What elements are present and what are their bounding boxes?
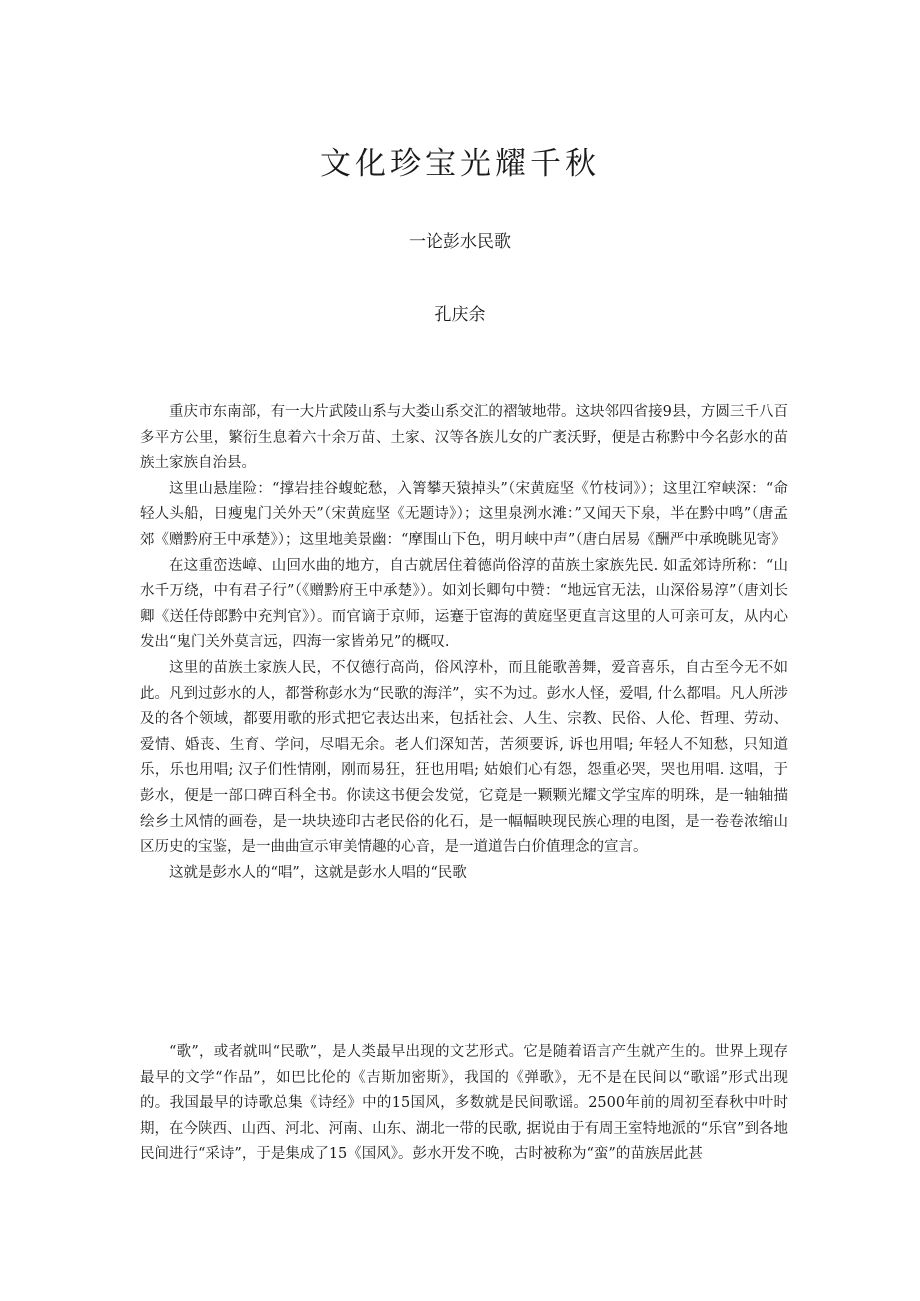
paragraph: 在这重峦迭嶂、山回水曲的地方，自古就居住着德尚俗淳的苗族土家族先民. 如孟郊诗所称：“山水千万绕，中有君子行”（《赠黔府王中承楚》）。如刘长卿句中赞：“地远官无法，山深俗易淳”（唐刘长卿《送任侍郎黔中充判官》）。而官谪于京师，运蹇于宦海的黄庭坚更直言这里的人可亲可友，从内心发出“鬼门关外莫言远，四海一家皆弟兄”的概叹. [140,557,789,651]
paragraph: 这里山悬崖险：“撑岩挂谷蝮蛇愁，入箐攀天猿掉头”（宋黄庭坚《竹枝词》）；这里江窄峡深：“命轻人头船，日瘦鬼门关外天”（宋黄庭坚《无题诗》）；这里泉洌水滩：”又闻天下泉，半在黔中鸣”（唐孟郊《赠黔府王中承楚》）；这里地美景幽：“摩围山下色，明月峡中声”（唐白居易《酬严中承晚眺见寄》 [140,480,788,548]
body-section-1 [140,400,788,886]
page-title: 文化珍宝光耀千秋 [320,146,600,182]
paragraph: 这里的苗族土家族人民，不仅德行高尚，俗风淳朴，而且能歌善舞，爱音喜乐，自古至今无不如此。凡到过彭水的人，都誉称彭水为“民歌的海洋”，实不为过。彭水人怪，爱唱, 什么都唱。凡人所涉及的各个领域，都要用歌的形式把它表达出来，包括社会、人生、宗教、民俗、人伦、哲理、劳动、爱情、婚丧、生育、学问，尽唱无余。老人们深知苦，苦须要诉, 诉也用唱; 年轻人不知愁，只知道乐，乐也用唱; 汉子们性情刚，刚而易狂，狂也用唱; 姑娘们心有怨，怨重必哭，哭也用唱. 这唱，于彭水，便是一部口碑百科全书。你读这书便会发觉，它竟是一颗颗光耀文学宝库的明珠，是一轴轴描绘乡土风情的画卷，是一块块迹印古老民俗的化石，是一幅幅映现民族心理的电图，是一卷卷浓缩山区历史的宝鉴，是一曲曲宣示审美情趣的心音，是一道道告白价值理念的宣言。 [140,659,788,856]
author-name: 孔庆余 [434,305,486,325]
paragraph: 这就是彭水人的“唱”，这就是彭水人唱的“民歌 [169,864,467,881]
paragraph: 重庆市东南部，有一大片武陵山系与大娄山系交汇的褶皱地带。这块邻四省接9县，方圆三千八百多平方公里，繁衍生息着六十余万苗、土家、汉等各族儿女的广袤沃野，便是古称黔中今名彭水的苗族土家族自治县。 [140,404,788,472]
page-subtitle: 一论彭水民歌 [409,232,511,252]
body-section-2 [140,1040,788,1168]
paragraph: “歌”，或者就叫“民歌”，是人类最早出现的文艺形式。它是随着语言产生就产生的。世界上现存最早的文学“作品”，如巴比伦的《吉斯加密斯》，我国的《弹歌》，无不是在民间以“歌谣”形式出现的。我国最早的诗歌总集《诗经》中的15国风，多数就是民间歌谣。2500年前的周初至春秋中叶时期，在今陕西、山西、河北、河南、山东、湖北一带的民歌, 据说由于有周王室特地派的“乐官”到各地民间进行“采诗”，于是集成了15《国风》。彭水开发不晚，古时被称为“蛮”的苗族居此甚 [140,1044,788,1163]
